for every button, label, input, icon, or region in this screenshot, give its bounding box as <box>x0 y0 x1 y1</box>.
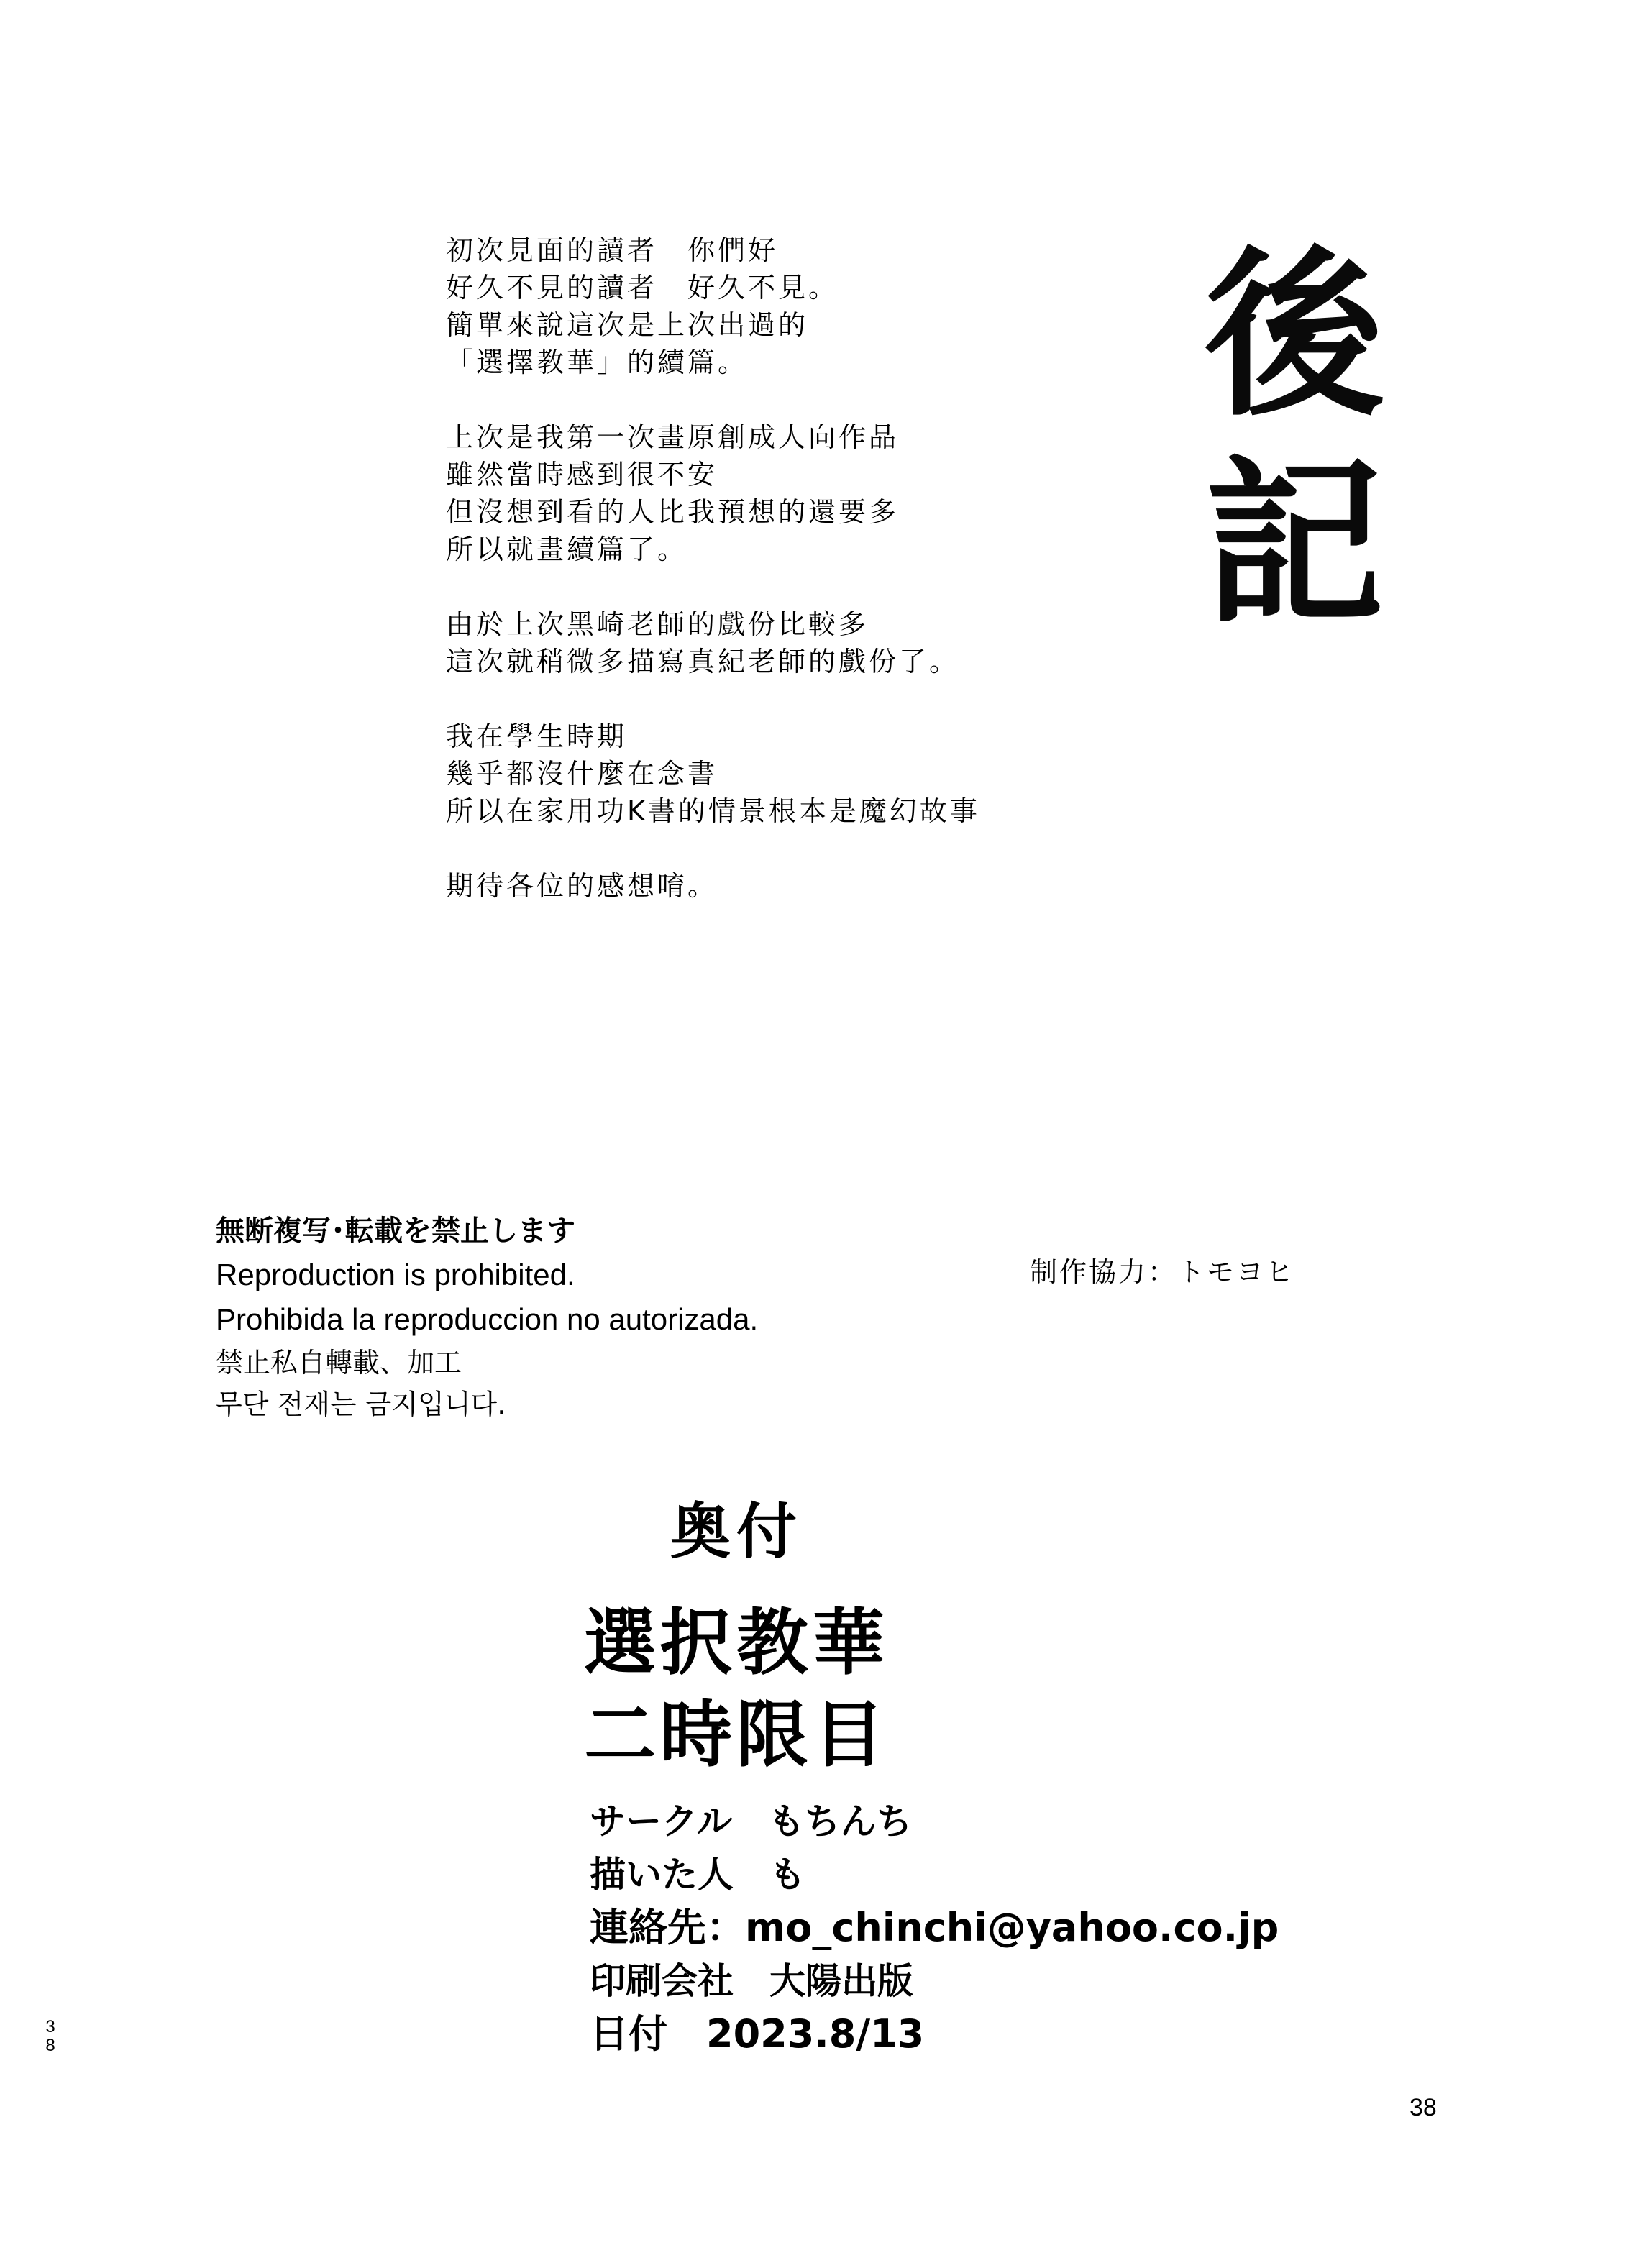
side-page-digit: 8 <box>45 2036 55 2055</box>
afterword-line: 所以在家用功K書的情景根本是魔幻故事 <box>446 795 980 827</box>
afterword-line: 但沒想到看的人比我預想的還要多 <box>446 496 900 528</box>
copyright-notice <box>216 1210 758 1425</box>
afterword-line: 這次就稍微多描寫真紀老師的戲份了。 <box>446 646 960 677</box>
colophon-heading: 奥付 <box>670 1496 803 1567</box>
notice-korean: 무단 전재는 금지입니다. <box>216 1389 506 1420</box>
credit-printer: 印刷会社 大陽出版 <box>590 1960 913 2002</box>
work-title <box>0 1596 1552 1780</box>
afterword-paragraph-3 <box>446 605 1151 680</box>
page-number: 38 <box>1410 2094 1437 2121</box>
work-title-line: 選択教華 <box>584 1600 889 1685</box>
afterword-line: 好久不見的讀者 好久不見。 <box>446 272 839 303</box>
work-title-line: 二時限目 <box>584 1692 889 1777</box>
credit-artist: 描いた人 も <box>590 1854 805 1896</box>
notice-japanese: 無断複写･転載を禁止します <box>216 1215 575 1248</box>
side-page-digit: 3 <box>45 2017 55 2036</box>
afterword-line: 「選擇教華」的續篇。 <box>446 347 749 378</box>
afterword-line: 上次是我第一次畫原創成人向作品 <box>446 421 900 453</box>
afterword-line: 所以就畫續篇了。 <box>446 534 688 565</box>
production-cooperation: 制作協力：トモヨヒ <box>1030 1256 1296 1288</box>
afterword-line: 初次見面的讀者 你們好 <box>446 234 779 266</box>
afterword-line: 由於上次黑崎老師的戲份比較多 <box>446 608 869 640</box>
afterword-title <box>1179 230 1410 647</box>
afterword-paragraph-4 <box>446 718 1151 830</box>
afterword-line: 我在學生時期 <box>446 721 628 752</box>
side-page-number <box>43 2018 58 2055</box>
afterword-title-char: 記 <box>1205 437 1384 649</box>
afterword-line: 期待各位的感想唷。 <box>446 870 718 902</box>
afterword-paragraph-5 <box>446 867 1151 905</box>
afterword-line: 簡單來說這次是上次出過的 <box>446 309 809 341</box>
afterword-title-char: 後 <box>1205 229 1384 440</box>
credit-circle: サークル もちんち <box>590 1801 913 1842</box>
colophon-credits <box>590 1795 1279 2061</box>
credit-date: 日付 2023.8/13 <box>590 2011 925 2057</box>
afterword-line: 雖然當時感到很不安 <box>446 459 718 490</box>
afterword-line: 幾乎都沒什麼在念書 <box>446 758 718 790</box>
notice-spanish: Prohibida la reproduccion no autorizada. <box>216 1302 759 1336</box>
credit-contact: 連絡先：mo_chinchi@yahoo.co.jp <box>590 1905 1279 1950</box>
afterword-paragraph-1 <box>446 232 1151 381</box>
notice-english: Reproduction is prohibited. <box>216 1258 575 1291</box>
afterword-text <box>446 232 1151 942</box>
afterword-paragraph-2 <box>446 419 1151 568</box>
notice-chinese: 禁止私自轉載、加工 <box>216 1347 462 1378</box>
